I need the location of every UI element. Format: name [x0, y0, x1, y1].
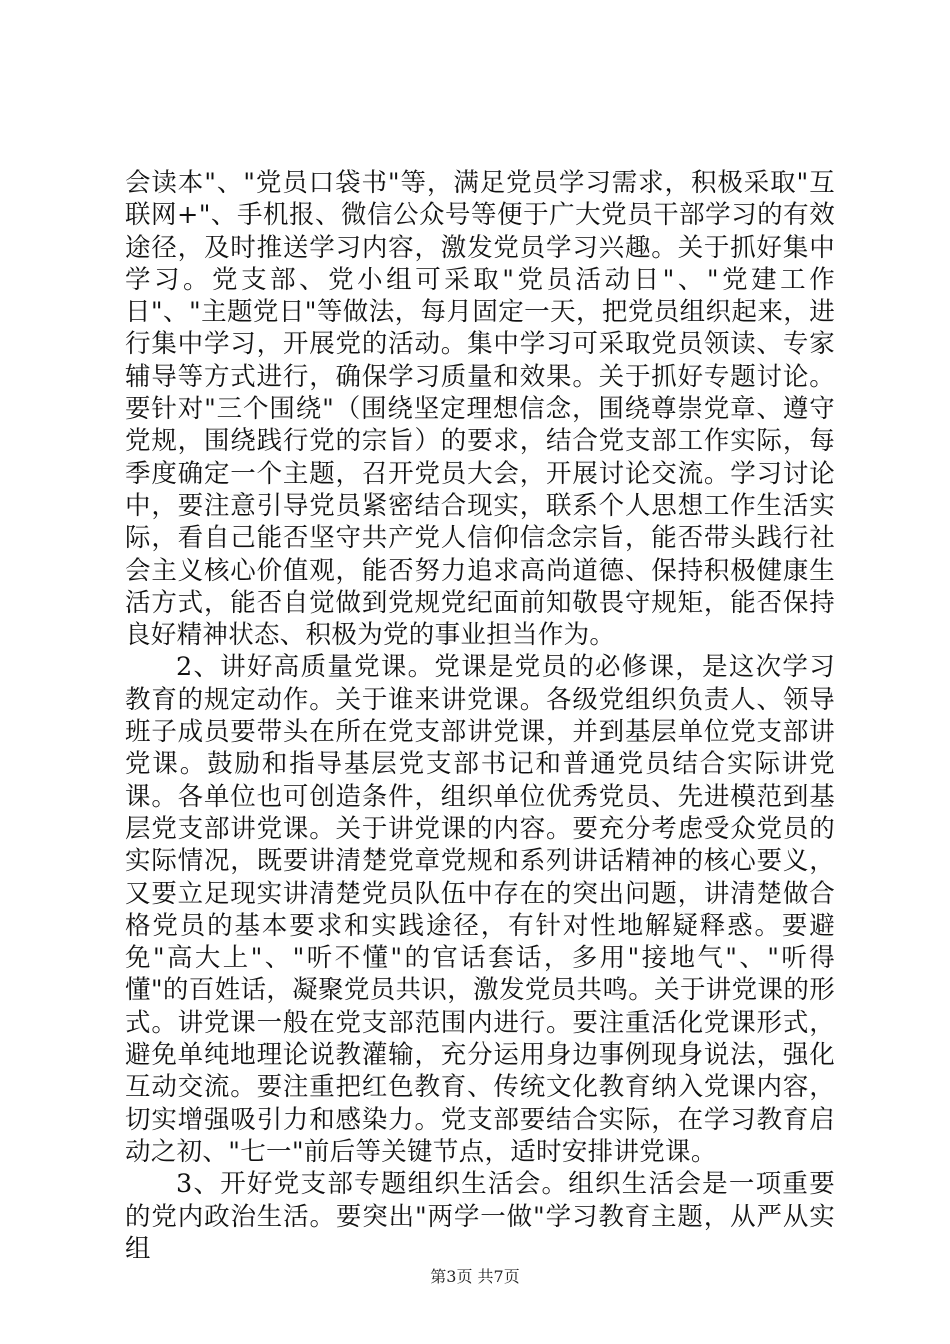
paragraph-branch-meeting: 3、开好党支部专题组织生活会。组织生活会是一项重要的党内政治生活。要突出"两学一做"学习教育主题，从严从实组: [125, 1169, 835, 1264]
paragraph-party-lectures: 2、讲好高质量党课。党课是党员的必修课，是这次学习教育的规定动作。关于谁来讲党课。各级党组织负责人、领导班子成员要带头在所在党支部讲党课，并到基层单位党支部讲党课。鼓励和指导基层党支部书记和普通党员结合实际讲党课。各单位也可创造条件，组织单位优秀党员、先进模范到基层党支部讲党课。关于讲党课的内容。要充分考虑受众党员的实际情况，既要讲清楚党章党规和系列讲话精神的核心要义，又要立足现实讲清楚党员队伍中存在的突出问题，讲清楚做合格党员的基本要求和实践途径，有针对性地解疑释惑。要避免"高大上"、"听不懂"的官话套话，多用"接地气"、"听得懂"的百姓话，凝聚党员共识，激发党员共鸣。关于讲党课的形式。讲党课一般在党支部范围内进行。要注重活化党课形式，避免单纯地理论说教灌输，充分运用身边事例现身说法，强化互动交流。要注重把红色教育、传统文化教育纳入党课内容，切实增强吸引力和感染力。党支部要结合实际，在学习教育启动之初、"七一"前后等关键节点，适时安排讲党课。: [125, 652, 835, 1167]
paragraph-study-methods: 会读本"、"党员口袋书"等，满足党员学习需求，积极采取"互联网+"、手机报、微信公众号等便于广大党员干部学习的有效途径，及时推送学习内容，激发党员学习兴趣。关于抓好集中学习。党支部、党小组可采取"党员活动日"、"党建工作日"、"主题党日"等做法，每月固定一天，把党员组织起来，进行集中学习，开展党的活动。集中学习可采取党员领读、专家辅导等方式进行，确保学习质量和效果。关于抓好专题讨论。要针对"三个围绕"（围绕坚定理想信念，围绕尊崇党章、遵守党规，围绕践行党的宗旨）的要求，结合党支部工作实际，每季度确定一个主题，召开党员大会，开展讨论交流。学习讨论中，要注意引导党员紧密结合现实，联系个人思想工作生活实际，看自己能否坚守共产党人信仰信念宗旨，能否带头践行社会主义核心价值观，能否努力追求高尚道德、保持积极健康生活方式，能否自觉做到党规党纪面前知敬畏守规矩，能否保持良好精神状态、积极为党的事业担当作为。: [125, 168, 835, 651]
page-number-footer: 第3页 共7页: [430, 1267, 520, 1286]
document-body: [125, 167, 835, 1265]
